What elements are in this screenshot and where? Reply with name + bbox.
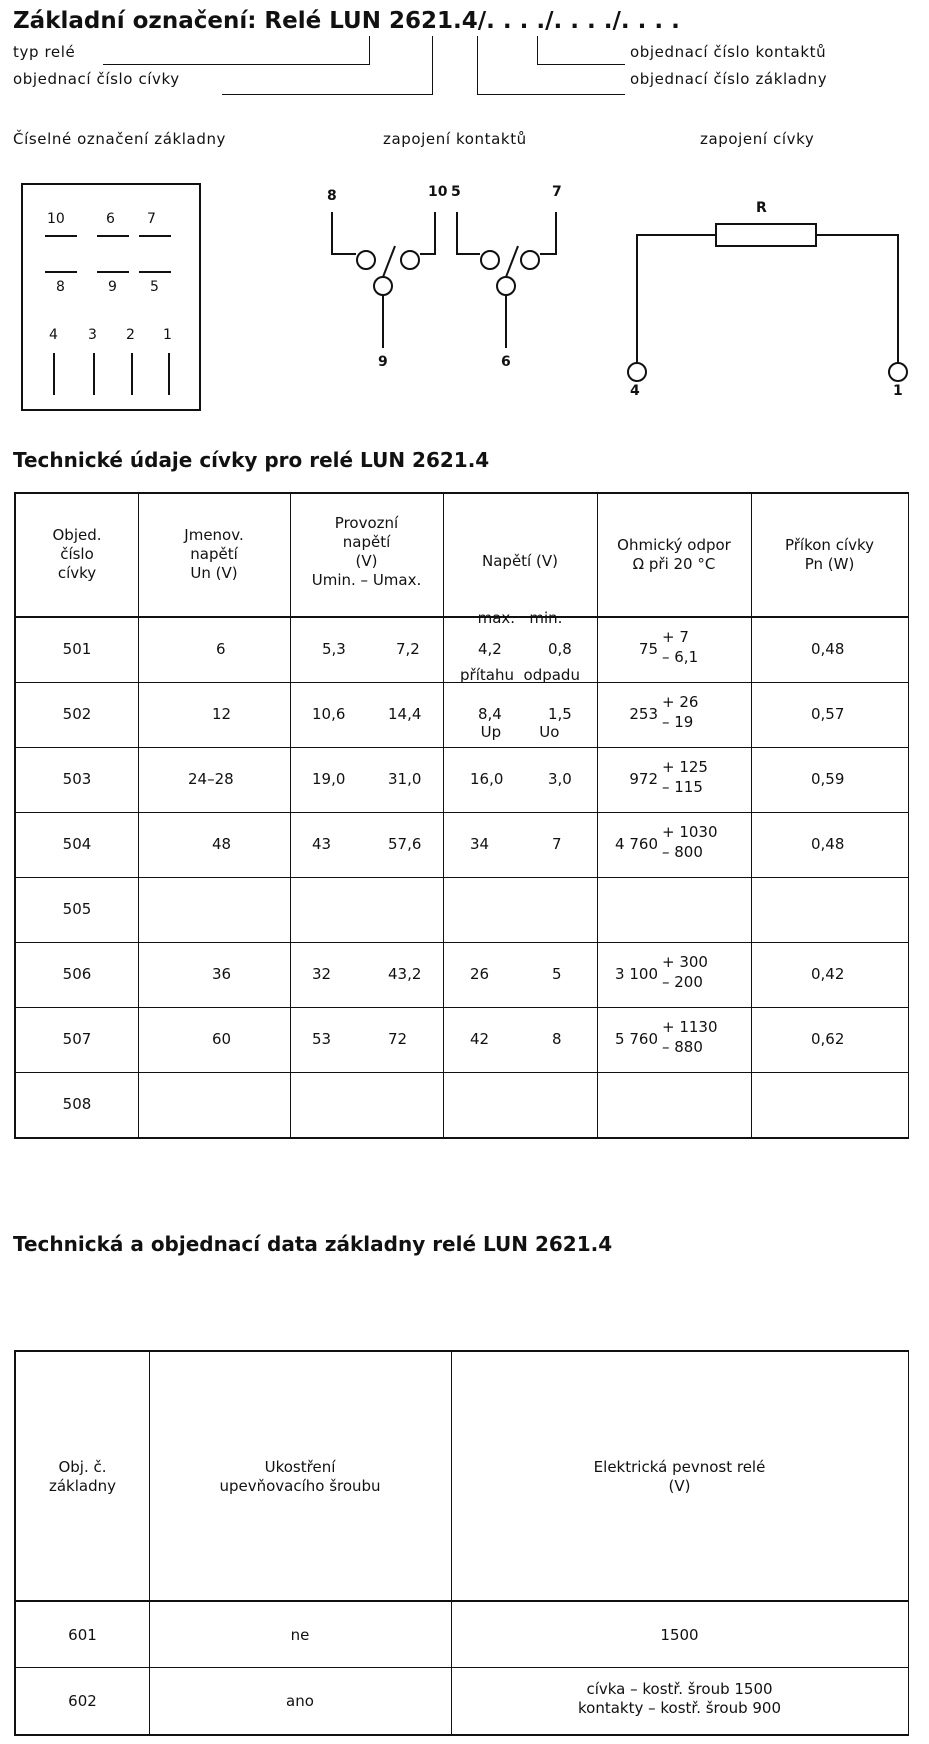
cell-resistance: 75 [638, 640, 658, 658]
resistor-label: R [756, 200, 767, 216]
coil-col-header-resistance [597, 536, 751, 574]
coil-col-header-power [751, 536, 908, 574]
cell-uo: 7 [552, 835, 562, 853]
cell-order: 601 [68, 1626, 97, 1644]
header-line: cívky [57, 564, 97, 582]
table-row [16, 683, 908, 747]
cell-resistance: 3 100 [615, 965, 658, 983]
cell-order: 504 [62, 835, 92, 853]
cell-order: 506 [62, 965, 92, 983]
header-line: Napětí (V) [482, 552, 558, 570]
base-pin-label: 7 [147, 211, 156, 227]
cell-tolerance-minus: – 6,1 [662, 648, 699, 666]
cell-umin: 53 [312, 1030, 332, 1048]
contact-label: 9 [378, 354, 388, 370]
header-line: Ohmický odpor [617, 536, 731, 554]
cell-up: 4,2 [478, 640, 502, 658]
cell-tolerance-minus: – 19 [662, 713, 694, 731]
cell-tolerance-plus: + 125 [662, 758, 708, 776]
designation-leader-line [103, 64, 369, 65]
base-pin-label: 3 [88, 327, 97, 343]
base-table [14, 1350, 909, 1736]
cell-grounding: ne [290, 1626, 310, 1644]
cell-resistance: 253 [629, 705, 658, 723]
cell-uo: 1,5 [548, 705, 572, 723]
coil-col-header-order [16, 526, 138, 583]
strength-line: cívka – kostř. šroub 1500 [586, 1680, 773, 1698]
cell-uo: 0,8 [548, 640, 572, 658]
cell-order: 602 [68, 1692, 97, 1710]
contact-label: 5 [451, 184, 461, 200]
cell-umin: 19,0 [312, 770, 346, 788]
designation-leader-line [369, 36, 370, 65]
cell-umax: 72 [388, 1030, 408, 1048]
coil-terminal [628, 363, 646, 381]
base-pin [93, 353, 95, 395]
cell-order: 503 [62, 770, 92, 788]
coil-wire [816, 235, 898, 363]
base-col-header-order [16, 1458, 149, 1496]
table-row [16, 1073, 908, 1137]
cell-power: 0,57 [811, 705, 845, 723]
cell-tolerance-plus: + 1030 [662, 823, 718, 841]
cell-strength: 1500 [660, 1626, 699, 1644]
cell-up: 8,4 [478, 705, 502, 723]
cell-nominal: 48 [212, 835, 232, 853]
cell-umax: 57,6 [388, 835, 422, 853]
base-pin [168, 353, 170, 395]
contact-wire [332, 212, 356, 254]
cell-tolerance-minus: – 200 [662, 973, 703, 991]
cell-order: 501 [62, 640, 92, 658]
contact-terminal [481, 251, 499, 269]
base-pin [53, 353, 55, 395]
base-contact-bar [45, 235, 77, 237]
header-line: Pn (W) [804, 555, 855, 573]
cell-order: 508 [62, 1095, 92, 1113]
base-col-header-strength [451, 1458, 908, 1496]
coil-terminal [889, 363, 907, 381]
cell-up: 34 [470, 835, 490, 853]
cell-tolerance-plus: + 7 [662, 628, 689, 646]
cell-grounding: ano [286, 1692, 314, 1710]
header-line: napětí [342, 533, 391, 551]
cell-up: 16,0 [470, 770, 504, 788]
label-coil-wiring: zapojení cívky [700, 130, 815, 148]
cell-up: 26 [470, 965, 490, 983]
cell-umax: 43,2 [388, 965, 422, 983]
contact-blade [506, 246, 518, 277]
coil-table-title: Technické údaje cívky pro relé LUN 2621.4 [13, 448, 490, 472]
designation-title: Základní označení: Relé LUN 2621.4/. . . ./. . . ./. . . . [13, 8, 680, 34]
cell-tolerance-plus: + 26 [662, 693, 699, 711]
header-line: Elektrická pevnost relé [593, 1458, 766, 1476]
label-base-numbering: Číselné označení základny [13, 130, 227, 148]
table-row [16, 748, 908, 812]
cell-umin: 43 [312, 835, 332, 853]
cell-power: 0,48 [811, 640, 845, 658]
cell-up: 42 [470, 1030, 490, 1048]
table-row [16, 878, 908, 942]
designation-leader-line [537, 36, 538, 64]
header-line: napětí [190, 545, 238, 563]
cell-nominal: 36 [212, 965, 232, 983]
header-line: Umin. – Umax. [311, 571, 422, 589]
header-line: Příkon cívky [784, 536, 875, 554]
header-line: základny [48, 1477, 117, 1495]
header-line: Provozní [334, 514, 399, 532]
cell-nominal: 60 [212, 1030, 232, 1048]
cell-umin: 10,6 [312, 705, 346, 723]
coil-col-header-nominal [138, 526, 290, 583]
header-line: upevňovacího šroubu [219, 1477, 381, 1495]
base-pin-label: 10 [47, 211, 65, 227]
cell-nominal: 24–28 [188, 770, 234, 788]
cell-resistance: 5 760 [615, 1030, 658, 1048]
header-line: přítahu odpadu [460, 666, 580, 684]
coil-col-header-operating [290, 514, 443, 590]
designation-leader-line [537, 64, 625, 65]
table-row [16, 813, 908, 877]
cell-order: 505 [62, 900, 92, 918]
header-line: max. min. [477, 609, 563, 627]
cell-power: 0,48 [811, 835, 845, 853]
strength-line: kontakty – kostř. šroub 900 [578, 1699, 781, 1717]
label-contacts-order-number: objednací číslo kontaktů [630, 43, 827, 61]
base-contact-bar [97, 271, 129, 273]
coil-terminal-label: 1 [893, 383, 903, 399]
coil-table [14, 492, 909, 1139]
base-pin-label: 8 [56, 279, 65, 295]
label-contact-wiring: zapojení kontaktů [383, 130, 527, 148]
contact-terminal [497, 277, 515, 295]
contact-wire [420, 212, 435, 254]
contact-label: 8 [327, 188, 337, 204]
base-pin-label: 9 [108, 279, 117, 295]
designation-leader-line [222, 94, 432, 95]
cell-power: 0,42 [811, 965, 845, 983]
base-contact-bar [139, 235, 171, 237]
header-line: (V) [668, 1477, 691, 1495]
header-line: (V) [355, 552, 378, 570]
contact-blade [383, 246, 395, 277]
header-line: Jmenov. [184, 526, 244, 544]
base-pin-label: 2 [126, 327, 135, 343]
header-line: Objed. [52, 526, 102, 544]
header-line: Ω při 20 °C [632, 555, 716, 573]
cell-nominal: 6 [216, 640, 226, 658]
coil-wire [637, 235, 716, 363]
cell-tolerance-minus: – 800 [662, 843, 703, 861]
label-coil-order-number: objednací číslo cívky [13, 70, 180, 88]
base-pin-label: 1 [163, 327, 172, 343]
base-contact-bar [139, 271, 171, 273]
header-line: Ukostření [264, 1458, 336, 1476]
base-pin-label: 5 [150, 279, 159, 295]
cell-uo: 3,0 [548, 770, 572, 788]
contact-terminal [357, 251, 375, 269]
cell-strength [451, 1680, 908, 1718]
label-base-order-number: objednací číslo základny [630, 70, 828, 88]
designation-leader-line [477, 94, 625, 95]
cell-power: 0,62 [811, 1030, 845, 1048]
base-numbering-diagram [21, 183, 201, 411]
table-row [16, 1668, 908, 1734]
label-relay-type: typ relé [13, 43, 76, 61]
base-table-title: Technická a objednací data základny relé LUN 2621.4 [13, 1232, 613, 1256]
contact-label: 7 [552, 184, 562, 200]
coil-resistor [716, 224, 816, 246]
base-contact-bar [45, 271, 77, 273]
table-row [16, 618, 908, 682]
contact-wiring-diagram [320, 178, 580, 378]
cell-resistance: 972 [629, 770, 658, 788]
cell-umax: 31,0 [388, 770, 422, 788]
contact-wire [540, 212, 556, 254]
cell-nominal: 12 [212, 705, 232, 723]
coil-terminal-label: 4 [630, 383, 640, 399]
header-line: Up Uo [480, 723, 560, 741]
cell-power: 0,59 [811, 770, 845, 788]
contact-wire [457, 212, 480, 254]
header-line: číslo [60, 545, 94, 563]
table-row [16, 943, 908, 1007]
contact-terminal [401, 251, 419, 269]
cell-umax: 7,2 [396, 640, 420, 658]
table-row [16, 1008, 908, 1072]
cell-resistance: 4 760 [615, 835, 658, 853]
cell-uo: 5 [552, 965, 562, 983]
header-line: Obj. č. [58, 1458, 107, 1476]
cell-umin: 5,3 [322, 640, 346, 658]
designation-leader-line [432, 36, 433, 95]
contact-terminal [374, 277, 392, 295]
cell-tolerance-minus: – 880 [662, 1038, 703, 1056]
cell-order: 507 [62, 1030, 92, 1048]
base-contact-bar [97, 235, 129, 237]
coil-wiring-diagram [620, 190, 920, 390]
base-pin-label: 4 [49, 327, 58, 343]
base-col-header-grounding [149, 1458, 451, 1496]
cell-uo: 8 [552, 1030, 562, 1048]
cell-tolerance-minus: – 115 [662, 778, 703, 796]
contact-label: 10 [428, 184, 448, 200]
cell-tolerance-plus: + 300 [662, 953, 708, 971]
cell-umax: 14,4 [388, 705, 422, 723]
header-line: Un (V) [190, 564, 238, 582]
designation-leader-line [477, 36, 478, 95]
cell-tolerance-plus: + 1130 [662, 1018, 718, 1036]
cell-order: 502 [62, 705, 92, 723]
base-pin [131, 353, 133, 395]
base-pin-label: 6 [106, 211, 115, 227]
contact-label: 6 [501, 354, 511, 370]
cell-umin: 32 [312, 965, 332, 983]
table-row [16, 1602, 908, 1667]
contact-terminal [521, 251, 539, 269]
